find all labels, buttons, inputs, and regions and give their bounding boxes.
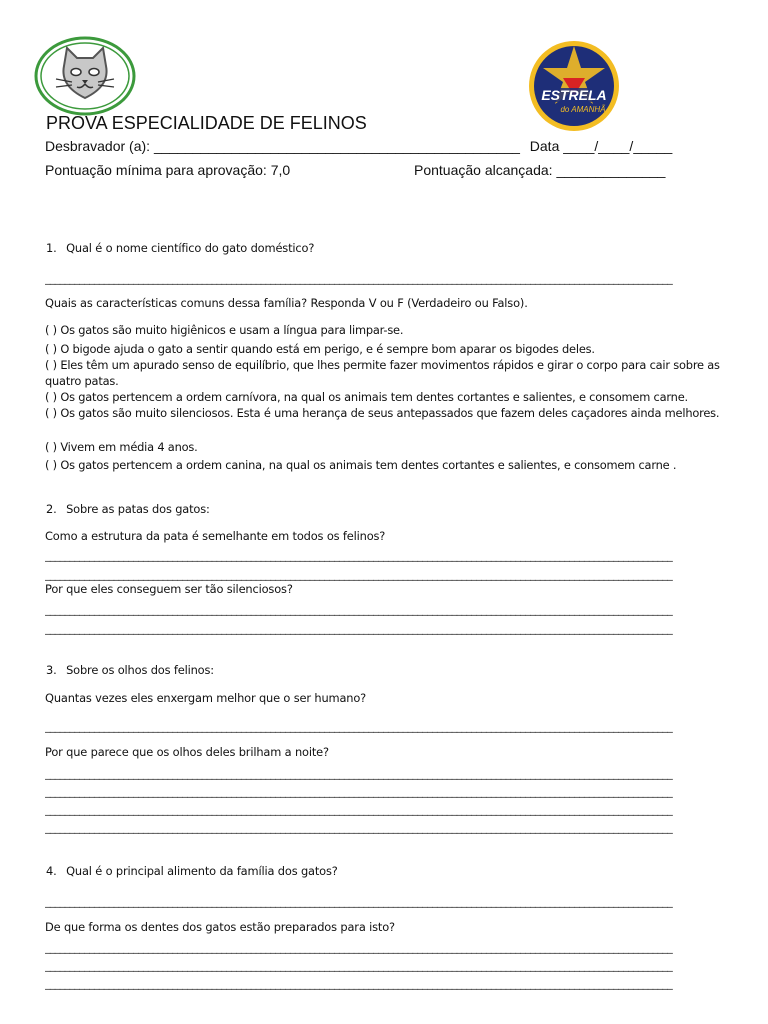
score-line bbox=[414, 162, 665, 178]
question-3 bbox=[46, 663, 214, 677]
question-number: 3. bbox=[46, 663, 57, 677]
answer-line[interactable]: ________________________________________________________________________________________________________________________________ bbox=[45, 568, 673, 581]
sub-question: Quantas vezes eles enxergam melhor que o ser humano? bbox=[45, 691, 367, 705]
club-star-logo bbox=[523, 38, 625, 132]
question-text: Sobre as patas dos gatos: bbox=[66, 502, 210, 516]
question-text: Qual é o nome científico do gato doméstico? bbox=[66, 241, 315, 255]
name-blank[interactable]: _______________________________________________ bbox=[153, 138, 520, 154]
answer-line[interactable]: ________________________________________________________________________________________________________________________________ bbox=[45, 821, 673, 834]
question-text: Qual é o principal alimento da família dos gatos? bbox=[66, 864, 338, 878]
tf-item[interactable]: ( ) Vivem em média 4 anos. bbox=[45, 440, 198, 454]
score-label: Pontuação alcançada: bbox=[414, 162, 553, 178]
sub-question: De que forma os dentes dos gatos estão preparados para isto? bbox=[45, 920, 395, 934]
tf-item[interactable]: ( ) Eles têm um apurado senso de equilíbrio, que lhes permite fazer movimentos rápidos e girar o corpo para cair sobre as quatro patas. bbox=[45, 358, 720, 388]
answer-line[interactable]: ________________________________________________________________________________________________________________________________ bbox=[45, 895, 673, 908]
page-title: PROVA ESPECIALIDADE DE FELINOS bbox=[46, 113, 367, 133]
answer-line[interactable]: ________________________________________________________________________________________________________________________________ bbox=[45, 785, 673, 798]
sub-question: Por que eles conseguem ser tão silenciosos? bbox=[45, 582, 293, 596]
question-number: 1. bbox=[46, 241, 57, 255]
tf-item[interactable]: ( ) Os gatos são muito higiênicos e usam a língua para limpar-se. bbox=[45, 323, 404, 337]
answer-line[interactable]: ________________________________________________________________________________________________________________________________ bbox=[45, 549, 673, 562]
answer-line[interactable]: ________________________________________________________________________________________________________________________________ bbox=[45, 720, 673, 733]
tf-item[interactable]: ( ) O bigode ajuda o gato a sentir quando está em perigo, e é sempre bom aparar os bigodes deles. bbox=[45, 342, 595, 356]
tf-item[interactable]: ( ) Os gatos pertencem a ordem canina, na qual os animais tem dentes cortantes e salientes, e consomem carne . bbox=[45, 458, 677, 472]
date-blank[interactable]: ____/____/_____ bbox=[563, 138, 673, 154]
sub-question: Por que parece que os olhos deles brilham a noite? bbox=[45, 745, 329, 759]
tf-intro: Quais as características comuns dessa família? Responda V ou F (Verdadeiro ou Falso). bbox=[45, 296, 528, 310]
score-blank[interactable]: ______________ bbox=[556, 162, 666, 178]
cat-face-logo bbox=[34, 36, 136, 116]
question-number: 4. bbox=[46, 864, 57, 878]
logo-text-main: ESTRELA bbox=[541, 87, 607, 103]
tf-item[interactable]: ( ) Os gatos são muito silenciosos. Esta é uma herança de seus antepassados que fazem deles caçadores ainda melhores. bbox=[45, 406, 720, 420]
question-number: 2. bbox=[46, 502, 57, 516]
answer-line[interactable]: ________________________________________________________________________________________________________________________________ bbox=[45, 803, 673, 816]
answer-line[interactable]: ________________________________________________________________________________________________________________________________ bbox=[45, 977, 673, 990]
question-2 bbox=[46, 502, 210, 516]
answer-line[interactable]: ________________________________________________________________________________________________________________________________ bbox=[45, 622, 673, 635]
answer-line[interactable]: ________________________________________________________________________________________________________________________________ bbox=[45, 272, 673, 285]
min-score-text: Pontuação mínima para aprovação: 7,0 bbox=[45, 162, 291, 178]
name-label: Desbravador (a): bbox=[45, 138, 151, 154]
tf-item[interactable]: ( ) Os gatos pertencem a ordem carnívora, na qual os animais tem dentes cortantes e salientes, e consomem carne. bbox=[45, 390, 688, 404]
question-1 bbox=[46, 241, 314, 255]
answer-line[interactable]: ________________________________________________________________________________________________________________________________ bbox=[45, 603, 673, 616]
date-label: Data bbox=[529, 138, 560, 154]
logo-text-sub: do AMANHÃ bbox=[560, 105, 606, 114]
name-line bbox=[45, 138, 672, 154]
answer-line[interactable]: ________________________________________________________________________________________________________________________________ bbox=[45, 767, 673, 780]
answer-line[interactable]: ________________________________________________________________________________________________________________________________ bbox=[45, 941, 673, 954]
sub-question: Como a estrutura da pata é semelhante em todos os felinos? bbox=[45, 529, 386, 543]
answer-line[interactable]: ________________________________________________________________________________________________________________________________ bbox=[45, 959, 673, 972]
question-text: Sobre os olhos dos felinos: bbox=[66, 663, 214, 677]
question-4 bbox=[46, 864, 338, 878]
